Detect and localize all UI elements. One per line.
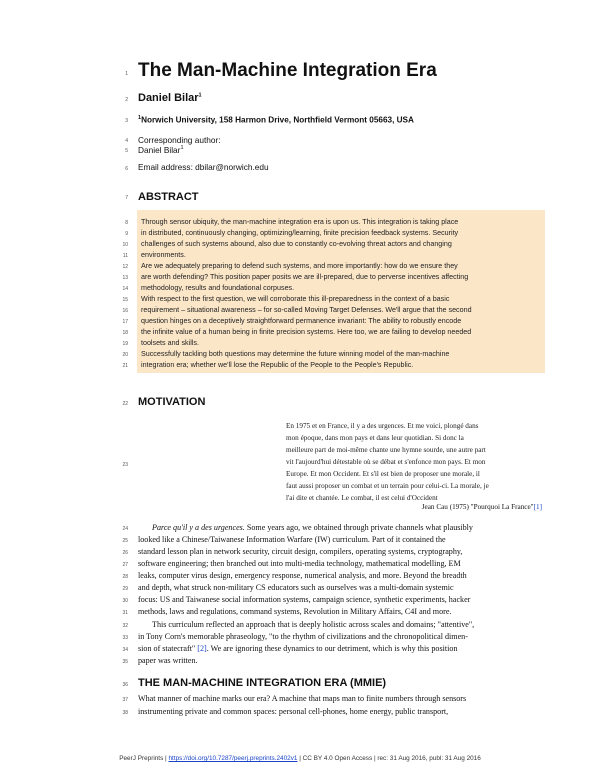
- body-line: focus: US and Taiwanese social information systems, campaign science, synthetic experiments, hacker: [138, 595, 471, 604]
- italic-lead: Parce qu'il y a des urgences.: [152, 523, 245, 532]
- quote-line: Europe. Et mon Occident. Et s'il est bien de proposer une morale, il: [286, 470, 480, 478]
- line-number: 19: [122, 341, 128, 347]
- body-line: This curriculum reflected an approach that is deeply holistic across scales and domains; "attentive",: [152, 620, 475, 629]
- line-number: 28: [122, 574, 128, 580]
- line-number: 16: [122, 308, 128, 314]
- line-number: 13: [122, 275, 128, 281]
- abstract-line: are worth defending? This position paper posits we are ill-prepared, due to perverse incentives affecting: [141, 273, 469, 281]
- line-number: 22: [122, 401, 128, 407]
- body-line: and depth, what struck non-military CS educators such as ourselves was a multi-domain systemic: [138, 583, 454, 592]
- body-line: What manner of machine marks our era? A machine that maps man to finite numbers through sensors: [138, 694, 467, 703]
- doi-link[interactable]: https://doi.org/10.7287/peerj.preprints.2402v1: [168, 755, 298, 762]
- line-number: 35: [122, 659, 128, 665]
- corresponding-name: Daniel Bilar: [138, 145, 181, 155]
- line-number: 5: [125, 148, 128, 154]
- abstract-line: toolsets and skills.: [141, 339, 199, 347]
- abstract-line: environments.: [141, 251, 186, 259]
- quote-line: mon époque, dans mon pays et dans leur quotidian. Si donc la: [286, 434, 464, 442]
- paper-title: The Man-Machine Integration Era: [138, 60, 437, 81]
- abstract-line: requirement – situational awareness – for so-called Moving Target Defenses. We'll argue that the second: [141, 306, 472, 314]
- line-number: 31: [122, 610, 128, 616]
- line-number: 34: [122, 647, 128, 653]
- line-number: 24: [122, 526, 128, 532]
- line-number: 23: [122, 462, 128, 468]
- body-line: software engineering; then branched out into multi-media technology, mathematical modelling, EM: [138, 559, 461, 568]
- corresponding-name-line: [138, 145, 184, 155]
- quote-line: meilleure part de moi-même chante une hymne sourde, une autre part: [286, 446, 486, 454]
- line-number: 27: [122, 562, 128, 568]
- line-number: 6: [125, 166, 128, 172]
- line-number: 1: [125, 71, 128, 77]
- line-number: 37: [122, 697, 128, 703]
- abstract-line: the infinite value of a human being in finite precision systems. Here too, we are failing to develop needed: [141, 328, 472, 336]
- line-number: 14: [122, 286, 128, 292]
- quote-line: l'ai dite et chantée. Le combat, il est celui d'Occident: [286, 494, 438, 502]
- line-number: 20: [122, 352, 128, 358]
- abstract-line: With respect to the first question, we will corroborate this ill-preparedness in the context of a basic: [141, 295, 450, 303]
- body-line: sion of statecraft" [2]. We are ignoring these dynamics to our detriment, which is why this position: [138, 644, 458, 653]
- footer-prefix: PeerJ Preprints |: [119, 755, 169, 762]
- abstract-line: in distributed, continuously changing, optimizing/learning, finite precision feedback systems. Security: [141, 229, 459, 237]
- line-number: 32: [122, 623, 128, 629]
- footer-suffix: | CC BY 4.0 Open Access | rec: 31 Aug 2016, publ: 31 Aug 2016: [297, 755, 481, 762]
- abstract-line: question hinges on a deceptively straightforward permanence invariant: The ability to robustly encode: [141, 317, 462, 325]
- line-number: 4: [125, 138, 128, 144]
- line-number: 11: [122, 253, 128, 259]
- corresponding-sup: 1: [180, 145, 184, 152]
- abstract-line: Through sensor ubiquity, the man-machine integration era is upon us. This integration is taking place: [141, 218, 459, 226]
- body-line: instrumenting private and common spaces: personal cell-phones, home energy, public transport,: [138, 707, 449, 716]
- abstract-line: challenges of such systems abound, also due to constantly co-evolving threat actors and changing: [141, 240, 452, 248]
- abstract-line: Are we adequately preparing to defend such systems, and more importantly: how do we ensure they: [141, 262, 458, 270]
- line-number: 21: [122, 363, 128, 369]
- body-line: [138, 523, 473, 532]
- line-number: 26: [122, 550, 128, 556]
- affiliation-text: Norwich University, 158 Harmon Drive, Northfield Vermont 05663, USA: [141, 115, 414, 125]
- citation-text: Jean Cau (1975) "Pourquoi La France": [421, 503, 534, 511]
- line-number: 7: [125, 195, 128, 201]
- affiliation: [138, 115, 414, 125]
- citation-ref-link[interactable]: [1]: [533, 503, 542, 511]
- body-line: looked like a Chinese/Taiwanese Information Warfare (IW) curriculum. Part of it contained the: [138, 535, 446, 544]
- abstract-line: integration era; whether we'll lose the Republic of the People to the People's Republic.: [141, 361, 414, 369]
- author-name: Daniel Bilar: [138, 92, 199, 104]
- line-number: 10: [122, 242, 128, 248]
- body-line: paper was written.: [138, 656, 198, 665]
- line-number: 18: [122, 330, 128, 336]
- body-line: in Tony Corn's memorable phraseology, "to the rhythm of civilizations and the chronopolitical dimen-: [138, 632, 468, 641]
- line-number: 30: [122, 598, 128, 604]
- line-number: 25: [122, 538, 128, 544]
- line-number: 12: [122, 264, 128, 270]
- abstract-line: methodology, results and foundational corpuses.: [141, 284, 295, 292]
- quote-line: En 1975 et en France, il y a des urgences. Et me voici, plongé dans: [286, 422, 479, 430]
- body-line: standard lesson plan in network security, circuit design, compilers, operating systems, cryptography,: [138, 547, 463, 556]
- motivation-heading: MOTIVATION: [138, 396, 206, 408]
- abstract-heading: ABSTRACT: [138, 191, 199, 203]
- quote-line: vit l'aujourd'hui détestable où se débat et s'enfonce mon pays. Et mon: [286, 458, 486, 466]
- line-number: 17: [122, 319, 128, 325]
- email-address[interactable]: Email address: dbilar@norwich.edu: [138, 162, 269, 172]
- line-number: 15: [122, 297, 128, 303]
- line-number: 33: [122, 635, 128, 641]
- line-number: 38: [122, 710, 128, 716]
- footer: [0, 755, 600, 762]
- abstract-line: Successfully tackling both questions may determine the future winning model of the man-machine: [141, 350, 450, 358]
- corresponding-label: Corresponding author:: [138, 135, 221, 145]
- line-number: 9: [125, 231, 128, 237]
- line-number: 8: [125, 220, 128, 226]
- quote-citation: [286, 503, 542, 511]
- line-number: 3: [125, 118, 128, 124]
- author-sup: 1: [198, 92, 202, 99]
- body-line: methods, laws and regulations, command systems, Revolution in Military Affairs, C4I and more.: [138, 607, 452, 616]
- ref-link[interactable]: [2]: [197, 644, 207, 653]
- line-number: 2: [125, 97, 128, 103]
- mmie-heading: THE MAN-MACHINE INTEGRATION ERA (MMIE): [138, 677, 387, 689]
- body-text: Some years ago, we obtained through private channels what plausibly: [244, 523, 473, 532]
- body-line: leaks, computer virus design, emergency response, numerical analysis, and more. Beyond the breadth: [138, 571, 467, 580]
- line-number: 29: [122, 586, 128, 592]
- quote-line: faut aussi proposer un combat et un terrain pour celui-ci. La morale, je: [286, 482, 489, 490]
- line-number: 36: [122, 682, 128, 688]
- affiliation-sup: 1: [138, 115, 142, 121]
- author-line: [138, 92, 202, 104]
